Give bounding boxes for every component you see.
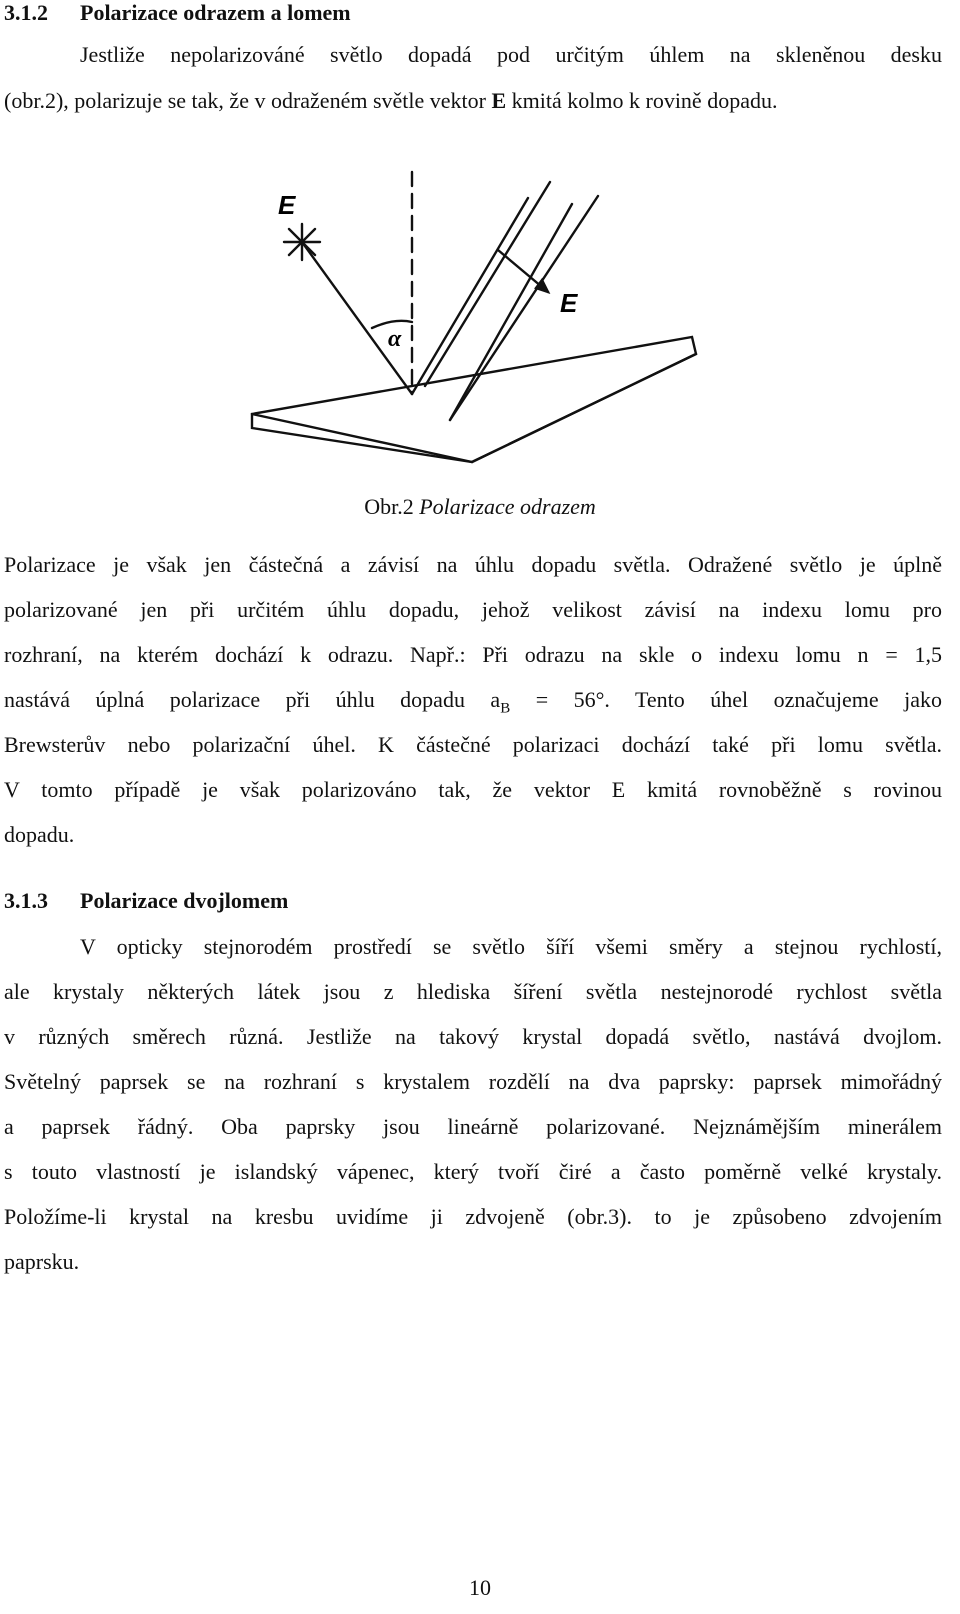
- text-line: (obr.2), polarizuje se tak, že v odraženém světle vektor E kmitá kolmo k rovině dopadu.: [4, 88, 778, 113]
- text-line: nastává úplná polarizace při úhlu dopadu $a_B = 56^\circ$. Tento úhel označujeme jako: [4, 687, 942, 717]
- text-line: a paprsek řádný. Oba paprsky jsou lineárně polarizované. Nejznámějším minerálem: [4, 1114, 942, 1139]
- section-title: Polarizace dvojlomem: [80, 888, 289, 913]
- polarization-reflection-figure: [222, 132, 702, 484]
- section-heading-3-1-3: [4, 888, 288, 914]
- text-line: Brewsterův nebo polarizační úhel. K částečné polarizaci dochází také při lomu světla.: [4, 732, 942, 757]
- text-line: s touto vlastností je islandský vápenec, který tvoří čiré a často poměrně velké krystaly.: [4, 1159, 942, 1184]
- text-line: v různých směrech různá. Jestliže na takový krystal dopadá světlo, nastává dvojlom.: [4, 1024, 942, 1049]
- vector-e-bold: E: [491, 88, 507, 113]
- label-e-left: E: [278, 190, 296, 220]
- label-e-right: E: [560, 288, 578, 318]
- text-line: rozhraní, na kterém dochází k odrazu. Např.: Při odrazu na skle o indexu lomu n = 1,5: [4, 642, 942, 667]
- incident-ray: [302, 242, 412, 394]
- reflected-ray: [412, 198, 528, 394]
- section-number: 3.1.3: [4, 888, 48, 913]
- text-line: V opticky stejnorodém prostředí se světlo šíří všemi směry a stejnou rychlostí,: [80, 934, 942, 959]
- text-line: ale krystaly některých látek jsou z hlediska šíření světla nestejnorodé rychlost světla: [4, 979, 942, 1004]
- text-line: Světelný paprsek se na rozhraní s krystalem rozdělí na dva paprsky: paprsek mimořádný: [4, 1069, 942, 1094]
- text-line: Položíme-li krystal na kresbu uvidíme ji zdvojeně (obr.3). to je způsobeno zdvojením: [4, 1204, 942, 1229]
- text-line: dopadu.: [4, 822, 75, 847]
- page-number: 10: [469, 1575, 491, 1600]
- e-vector-star: [284, 224, 320, 260]
- text-line: paprsku.: [4, 1249, 80, 1274]
- section-title: Polarizace odrazem a lomem: [80, 0, 351, 25]
- text-line: polarizované jen při určitém úhlu dopadu, jehož velikost závisí na indexu lomu pro: [4, 597, 942, 622]
- section-heading-3-1-2: [4, 0, 351, 26]
- section-number: 3.1.2: [4, 0, 48, 25]
- text-line: Polarizace je však jen částečná a závisí na úhlu dopadu světla. Odražené světlo je úplně: [4, 552, 942, 577]
- text-line: Jestliže nepolarizováné světlo dopadá pod určitým úhlem na skleněnou desku: [80, 42, 942, 67]
- reflected-ray: [450, 204, 572, 420]
- text-line: V tomto případě je však polarizováno tak, že vektor E kmitá rovnoběžně s rovinou: [4, 777, 942, 802]
- glass-plate: [252, 337, 696, 462]
- figure-caption: Obr.2 Polarizace odrazem: [364, 494, 596, 519]
- label-alpha: α: [388, 326, 402, 352]
